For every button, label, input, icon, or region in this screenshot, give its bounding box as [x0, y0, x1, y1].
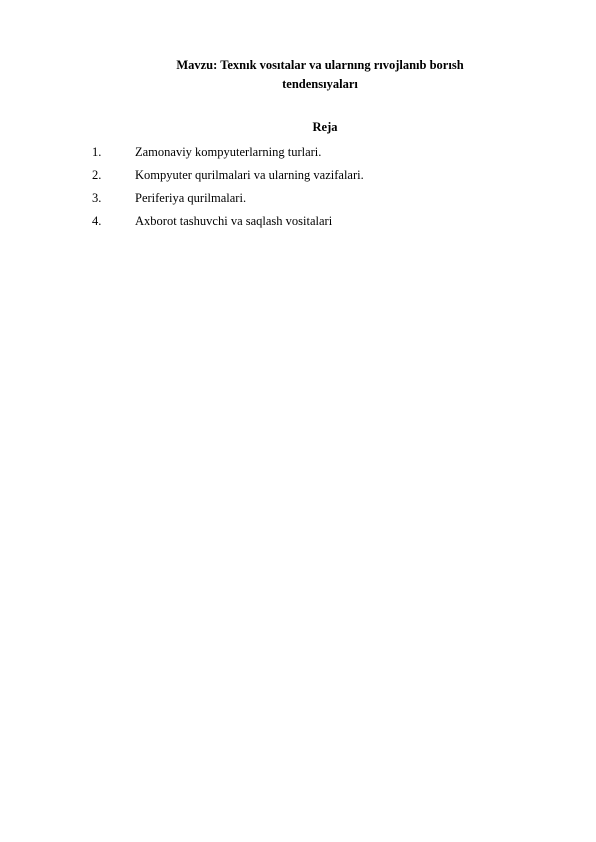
document-title-line-1: Mavzu: Texnık vosıtalar va ularnıng rıvojlanıb borısh [176, 58, 464, 72]
plan-heading: Reja [312, 120, 338, 134]
list-item [92, 213, 532, 236]
list-item [92, 144, 532, 167]
list-item-text: Kompyuter qurilmalari va ularning vazifalari. [135, 168, 364, 182]
list-item [92, 167, 532, 190]
document-title [100, 56, 540, 94]
list-item-number: 3. [92, 191, 102, 205]
list-item-text: Axborot tashuvchi va saqlash vositalari [135, 214, 333, 228]
document-title-line-2: tendensıyaları [282, 77, 358, 91]
list-item-number: 1. [92, 145, 102, 159]
list-item-number: 4. [92, 214, 102, 228]
plan-list [92, 144, 532, 236]
list-item [92, 190, 532, 213]
list-item-number: 2. [92, 168, 102, 182]
list-item-text: Zamonaviy kompyuterlarning turlari. [135, 145, 322, 159]
list-item-text: Periferiya qurilmalari. [135, 191, 247, 205]
